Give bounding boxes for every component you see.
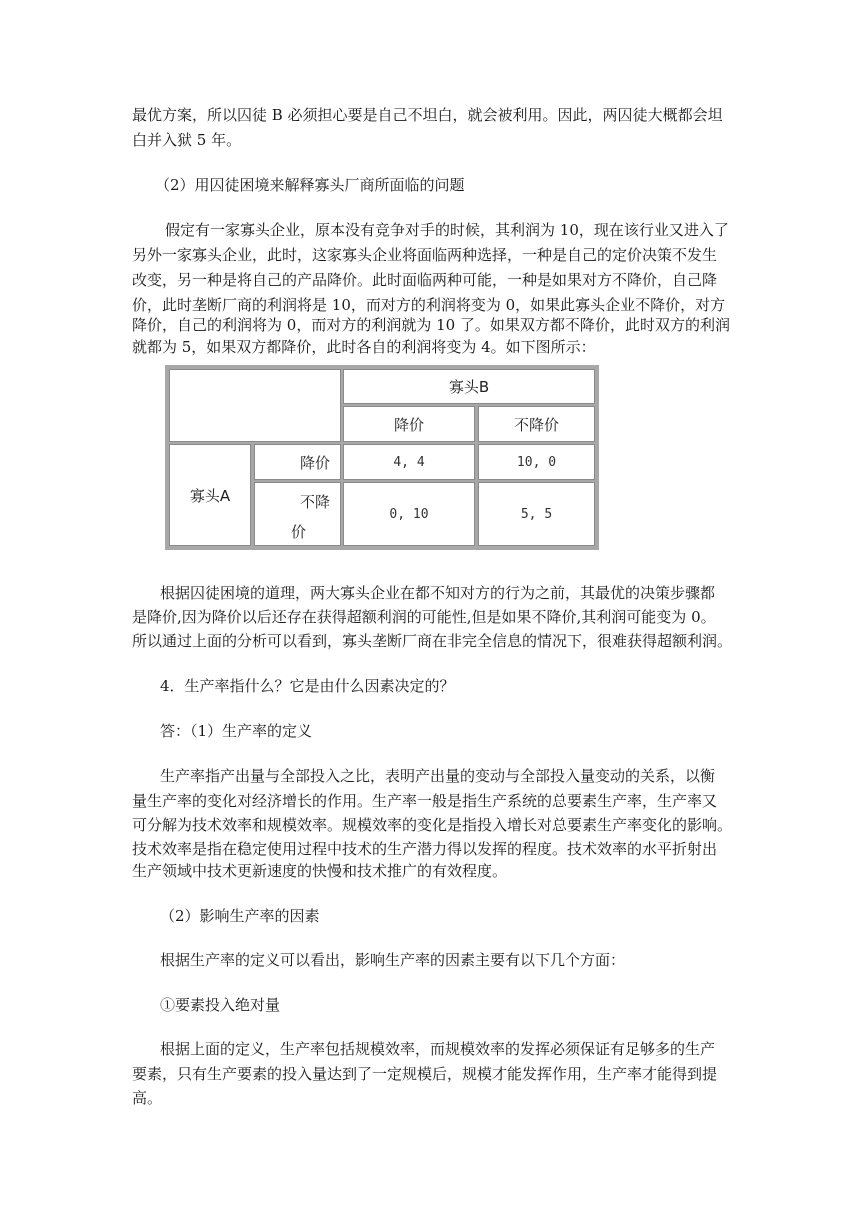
- row-header: [254, 482, 341, 546]
- col-header: 降价: [343, 406, 475, 442]
- table-corner-cell: [169, 369, 341, 442]
- text-line: 是降价,因为降价以后还存在获得超额利润的可能性,但是如果不降价,其利润可能变为 0。: [132, 608, 716, 626]
- row-header-line: 价: [291, 523, 307, 541]
- section-heading: （2）用囚徒困境来解释寡头厂商所面临的问题: [155, 176, 465, 194]
- col-group-header: 寡头B: [343, 369, 595, 404]
- payoff-cell: 4, 4: [343, 444, 475, 480]
- text-line: 就都为 5，如果双方都降价，此时各自的利润将变为 4。如下图所示：: [132, 338, 596, 356]
- text-line: 量生产率的变化对经济增长的作用。生产率一般是指生产系统的总要素生产率，生产率又: [132, 792, 718, 810]
- text-line: 白并入狱 5 年。: [132, 131, 242, 149]
- question-heading: 4．生产率指什么？它是由什么因素决定的？: [160, 677, 455, 695]
- text-line: 最优方案，所以囚徒 B 必须担心要是自己不坦白，就会被利用。因此，两囚徒大概都会坦: [132, 106, 723, 124]
- text-line: 技术效率是指在稳定使用过程中技术的生产潜力得以发挥的程度。技术效率的水平折射出: [132, 840, 718, 858]
- text-line: 根据生产率的定义可以看出，影响生产率的因素主要有以下几个方面：: [160, 951, 626, 969]
- col-header: 不降价: [478, 406, 595, 442]
- sub-heading: ①要素投入绝对量: [160, 996, 281, 1014]
- row-header-line: 不降: [299, 493, 330, 511]
- row-group-header: 寡头A: [169, 444, 251, 546]
- text-line: 所以通过上面的分析可以看到，寡头垄断厂商在非完全信息的情况下，很难获得超额利润。: [132, 632, 733, 650]
- row-header: 降价: [254, 444, 341, 480]
- text-line: 根据上面的定义，生产率包括规模效率，而规模效率的发挥必须保证有足够多的生产: [160, 1040, 716, 1058]
- text-line: 高。: [132, 1089, 163, 1107]
- answer-heading: 答：（1）生产率的定义: [160, 722, 313, 740]
- text-line: 生产领域中技术更新速度的快慢和技术推广的有效程度。: [132, 862, 508, 880]
- section-heading: （2）影响生产率的因素: [160, 907, 320, 925]
- payoff-cell: 5, 5: [478, 482, 595, 546]
- text-line: 降价，自己的利润将为 0，而对方的利润就为 10 了。如果双方都不降价，此时双方的利润: [132, 316, 730, 334]
- text-line: 生产率指产出量与全部投入之比，表明产出量的变动与全部投入量变动的关系，以衡: [160, 767, 716, 785]
- payoff-cell: 10, 0: [478, 444, 595, 480]
- text-line: 根据囚徒困境的道理，两大寡头企业在都不知对方的行为之前，其最优的决策步骤都: [160, 584, 716, 602]
- text-line: 改变，另一种是将自己的产品降价。此时面临两种可能，一种是如果对方不降价，自己降: [132, 271, 718, 289]
- payoff-table: [165, 365, 599, 550]
- text-line: 可分解为技术效率和规模效率。规模效率的变化是指投入增长对总要素生产率变化的影响。: [132, 816, 733, 834]
- text-line: 要素，只有生产要素的投入量达到了一定规模后，规模才能发挥作用，生产率才能得到提: [132, 1065, 718, 1083]
- text-line: 价，此时垄断厂商的利润将是 10，而对方的利润将变为 0，如果此寡头企业不降价，对方: [132, 296, 726, 314]
- payoff-cell: 0, 10: [343, 482, 475, 546]
- text-line: 假定有一家寡头企业，原本没有竞争对手的时候，其利润为 10，现在该行业又进入了: [165, 221, 729, 239]
- text-line: 另外一家寡头企业，此时，这家寡头企业将面临两种选择，一种是自己的定价决策不发生: [132, 246, 718, 264]
